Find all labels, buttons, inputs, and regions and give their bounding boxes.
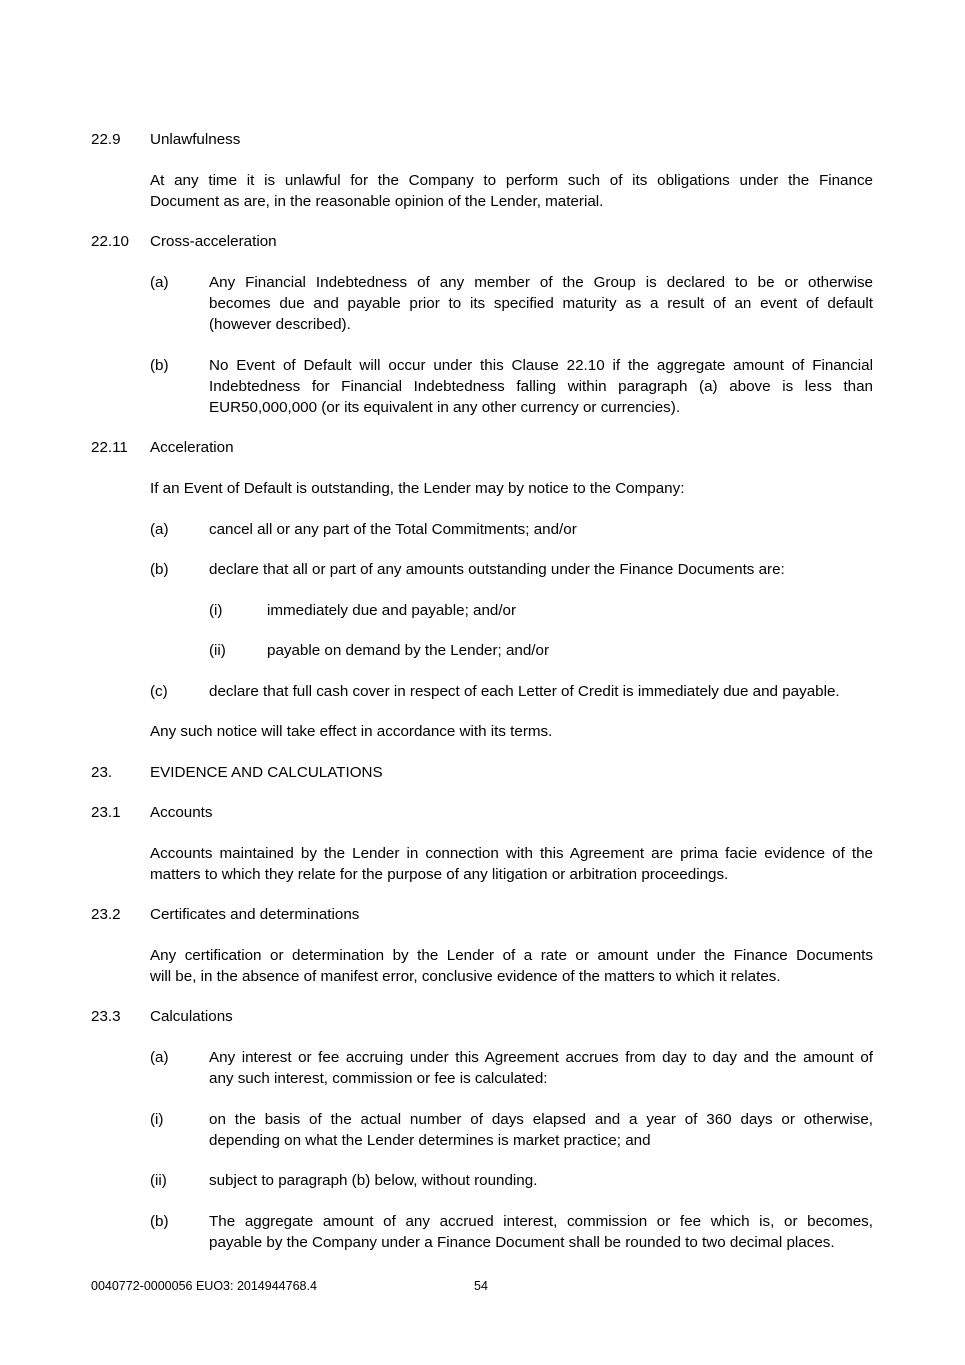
paragraph-line: will be, in the absence of manifest error, conclusive evidence of the matters to which it relates.	[150, 968, 781, 985]
clause-heading: EVIDENCE AND CALCULATIONS	[150, 764, 383, 781]
paragraph-line: At any time it is unlawful for the Company to perform such of its obligations under the Finance	[150, 172, 873, 189]
section-number: 23.3	[91, 1008, 121, 1025]
section-heading: Acceleration	[150, 439, 234, 456]
list-text: declare that all or part of any amounts outstanding under the Finance Documents are:	[209, 561, 785, 578]
paragraph-line: Indebtedness for Financial Indebtedness falling within paragraph (a) above is less than	[209, 378, 873, 395]
section-heading: Certificates and determinations	[150, 906, 360, 923]
section-heading: Cross-acceleration	[150, 233, 277, 250]
sublist-label: (ii)	[209, 642, 226, 659]
document-reference: 0040772-0000056 EUO3: 2014944768.4	[91, 1279, 317, 1293]
section-heading: Calculations	[150, 1008, 233, 1025]
list-text: subject to paragraph (b) below, without rounding.	[209, 1172, 538, 1189]
section-number: 22.10	[91, 233, 130, 250]
clause-number: 23.	[91, 764, 113, 781]
list-label: (a)	[150, 274, 169, 291]
section-number: 23.2	[91, 906, 121, 923]
section-heading: Accounts	[150, 804, 213, 821]
paragraph-line: Any certification or determination by the Lender of a rate or amount under the Finance Documents	[150, 947, 873, 964]
paragraph-line: No Event of Default will occur under this Clause 22.10 if the aggregate amount of Financial	[209, 357, 873, 374]
section-number: 23.1	[91, 804, 121, 821]
page-number: 54	[474, 1279, 488, 1293]
sublist-text: immediately due and payable; and/or	[267, 602, 517, 619]
sublist-text: payable on demand by the Lender; and/or	[267, 642, 550, 659]
list-label: (b)	[150, 1213, 169, 1230]
paragraph-line: EUR50,000,000 (or its equivalent in any other currency or currencies).	[209, 399, 681, 416]
section-number: 22.9	[91, 131, 121, 148]
paragraph: Any such notice will take effect in accordance with its terms.	[150, 723, 553, 740]
paragraph-line: matters to which they relate for the purpose of any litigation or arbitration proceedings.	[150, 866, 729, 883]
paragraph-line: any such interest, commission or fee is calculated:	[209, 1070, 548, 1087]
paragraph-line: (however described).	[209, 316, 351, 333]
list-label: (c)	[150, 683, 168, 700]
paragraph-line: Document as are, in the reasonable opinion of the Lender, material.	[150, 193, 604, 210]
list-label: (b)	[150, 357, 169, 374]
paragraph-line: becomes due and payable prior to its specified maturity as a result of an event of default	[209, 295, 873, 312]
list-text: cancel all or any part of the Total Commitments; and/or	[209, 521, 577, 538]
list-label: (i)	[150, 1111, 164, 1128]
paragraph-line: on the basis of the actual number of days elapsed and a year of 360 days or otherwise,	[209, 1111, 873, 1128]
section-heading: Unlawfulness	[150, 131, 241, 148]
section-number: 22.11	[91, 439, 128, 456]
list-label: (a)	[150, 521, 169, 538]
paragraph-line: Accounts maintained by the Lender in connection with this Agreement are prima facie evidence of the	[150, 845, 873, 862]
paragraph-line: payable by the Company under a Finance Document shall be rounded to two decimal places.	[209, 1234, 835, 1251]
list-text: declare that full cash cover in respect of each Letter of Credit is immediately due and payable.	[209, 683, 840, 700]
paragraph-line: Any Financial Indebtedness of any member of the Group is declared to be or otherwise	[209, 274, 873, 291]
list-label: (ii)	[150, 1172, 167, 1189]
list-label: (a)	[150, 1049, 169, 1066]
paragraph: If an Event of Default is outstanding, the Lender may by notice to the Company:	[150, 480, 685, 497]
paragraph-line: Any interest or fee accruing under this Agreement accrues from day to day and the amount of	[209, 1049, 873, 1066]
paragraph-line: depending on what the Lender determines is market practice; and	[209, 1132, 651, 1149]
sublist-label: (i)	[209, 602, 223, 619]
paragraph-line: The aggregate amount of any accrued interest, commission or fee which is, or becomes,	[209, 1213, 873, 1230]
list-label: (b)	[150, 561, 169, 578]
